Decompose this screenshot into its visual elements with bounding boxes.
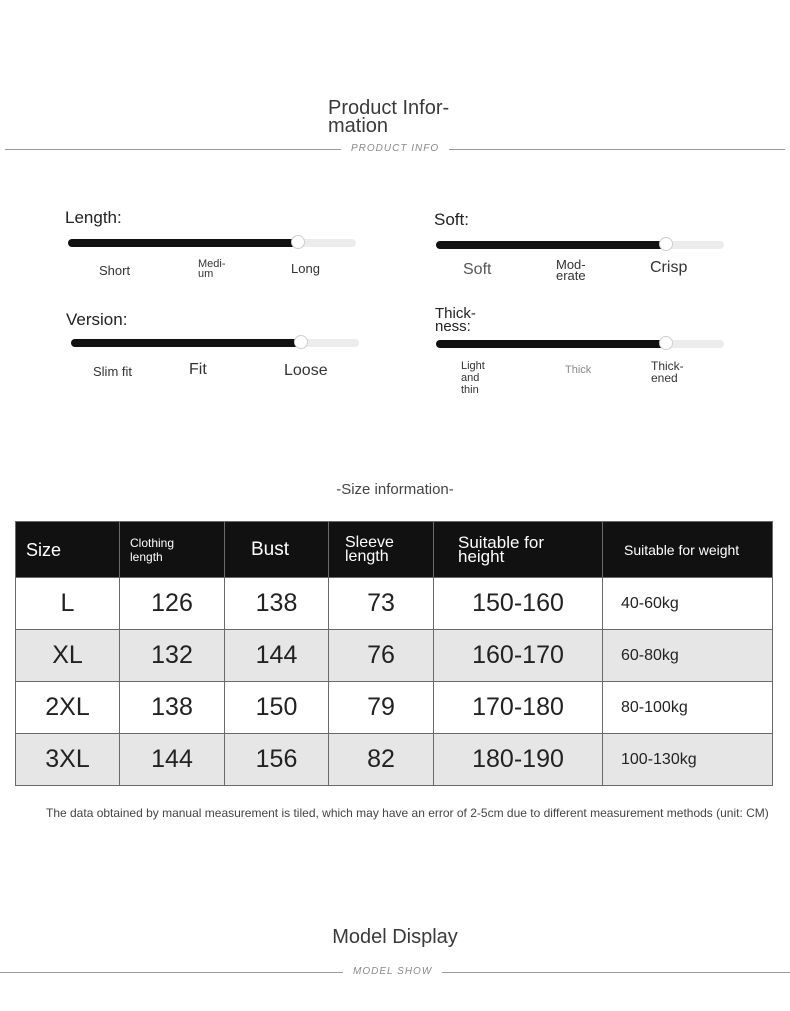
cell-size: XL [16, 630, 120, 682]
option-short: Short [99, 263, 131, 278]
cell-sleeve-length: 82 [329, 734, 434, 786]
cell-clothing-length: 138 [120, 682, 225, 734]
attribute-label: Soft: [434, 210, 469, 229]
table-row [16, 630, 773, 682]
soft-slider-knob[interactable] [659, 237, 673, 251]
header-height: Suitable for height [434, 522, 603, 578]
attribute-label: Length: [65, 208, 122, 227]
length-slider-knob[interactable] [291, 235, 305, 249]
cell-height: 180-190 [434, 734, 603, 786]
header-sleeve-length: Sleeve length [329, 522, 434, 578]
option-slim-fit: Slim fit [93, 364, 132, 379]
cell-bust: 144 [225, 630, 329, 682]
cell-sleeve-length: 79 [329, 682, 434, 734]
model-display-title: Model Display [332, 926, 458, 948]
cell-size: 3XL [16, 734, 120, 786]
soft-slider-track [436, 241, 724, 249]
option-soft: Soft [463, 261, 492, 278]
cell-bust: 150 [225, 682, 329, 734]
cell-size: L [16, 578, 120, 630]
header-weight: Suitable for weight [603, 522, 773, 578]
cell-height: 160-170 [434, 630, 603, 682]
attribute-label: Version: [66, 310, 128, 329]
table-row [16, 682, 773, 734]
option-crisp: Crisp [650, 259, 688, 276]
option-thick: Thick [565, 364, 592, 376]
cell-bust: 156 [225, 734, 329, 786]
product-info-title: Product Infor- mation [328, 97, 450, 137]
length-slider-track [68, 239, 356, 247]
header-bust: Bust [225, 522, 329, 578]
option-fit: Fit [189, 361, 207, 378]
cell-weight: 80-100kg [603, 682, 773, 734]
option-medium: Medi- um [198, 258, 226, 280]
cell-weight: 60-80kg [603, 630, 773, 682]
thickness-slider-knob[interactable] [659, 336, 673, 350]
product-info-subtitle: PRODUCT INFO [341, 143, 449, 154]
attribute-label: Thick- ness: [435, 305, 476, 335]
thickness-slider-track [436, 340, 724, 348]
cell-size: 2XL [16, 682, 120, 734]
cell-sleeve-length: 73 [329, 578, 434, 630]
cell-clothing-length: 126 [120, 578, 225, 630]
header-size: Size [16, 522, 120, 578]
thickness-slider-fill [436, 340, 666, 348]
cell-sleeve-length: 76 [329, 630, 434, 682]
cell-height: 170-180 [434, 682, 603, 734]
option-thickened: Thick- ened [651, 359, 684, 385]
table-row [16, 734, 773, 786]
table-row [16, 578, 773, 630]
model-display-subtitle: MODEL SHOW [343, 966, 442, 977]
option-long: Long [291, 261, 320, 276]
cell-weight: 40-60kg [603, 578, 773, 630]
version-slider-fill [71, 339, 301, 347]
cell-height: 150-160 [434, 578, 603, 630]
size-info-title: -Size information- [336, 481, 454, 498]
cell-bust: 138 [225, 578, 329, 630]
version-slider-knob[interactable] [294, 335, 308, 349]
cell-clothing-length: 144 [120, 734, 225, 786]
version-slider-track [71, 339, 359, 347]
option-loose: Loose [284, 362, 328, 379]
measurement-note: The data obtained by manual measurement is tiled, which may have an error of 2-5cm due to different measurement methods (unit: CM) [46, 806, 769, 820]
option-moderate: Mod- erate [556, 257, 586, 283]
table-header-row [16, 522, 773, 578]
cell-clothing-length: 132 [120, 630, 225, 682]
soft-slider-fill [436, 241, 666, 249]
size-table [15, 521, 773, 786]
cell-weight: 100-130kg [603, 734, 773, 786]
length-slider-fill [68, 239, 298, 247]
option-light-and-thin: Light and thin [461, 360, 485, 396]
header-clothing-length: Clothing length [120, 522, 225, 578]
